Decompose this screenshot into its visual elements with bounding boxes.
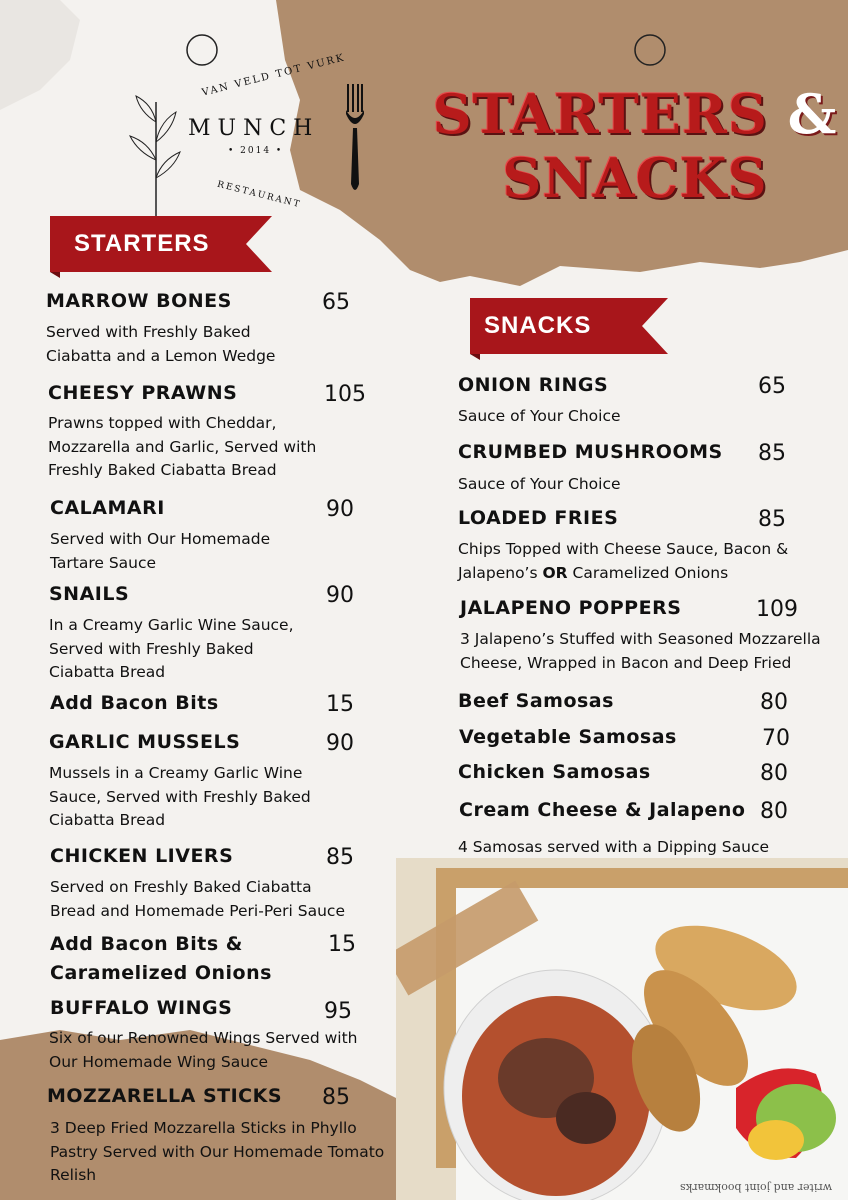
- menu-item-price: 95: [324, 999, 352, 1024]
- menu-item-desc: Chips Topped with Cheese Sauce, Bacon & Jalapeno’s OR Caramelized Onions: [458, 540, 789, 582]
- starters-ribbon: [46, 216, 276, 272]
- menu-item-price: 85: [758, 507, 786, 532]
- menu-item-price: 70: [762, 726, 790, 751]
- menu-item-price: 80: [760, 799, 788, 824]
- menu-item-desc: In a Creamy Garlic Wine Sauce, Served with Freshly Baked Ciabatta Bread: [49, 616, 294, 681]
- menu-item-name: LOADED FRIES: [458, 507, 619, 529]
- food-photo-illustration: [396, 858, 848, 1200]
- menu-item-name: MOZZARELLA STICKS: [47, 1085, 283, 1107]
- snacks-heading: SNACKS: [484, 312, 592, 339]
- menu-item-price: 90: [326, 583, 354, 608]
- menu-item-price: 80: [760, 690, 788, 715]
- menu-item-name: BUFFALO WINGS: [50, 997, 233, 1019]
- logo: [120, 30, 360, 220]
- page-title-line2: SNACKS: [502, 146, 768, 210]
- snacks-ribbon: [466, 298, 672, 354]
- photo-caption: writer and joint bookmarks: [679, 1181, 832, 1194]
- menu-item-desc: Sauce of Your Choice: [458, 475, 621, 493]
- menu-item-name: Add Bacon Bits & Caramelized Onions: [50, 933, 272, 984]
- starters-heading: STARTERS: [74, 230, 210, 257]
- menu-item-name: CHICKEN LIVERS: [50, 845, 234, 867]
- menu-item-desc: Sauce of Your Choice: [458, 407, 621, 425]
- samosa-note: 4 Samosas served with a Dipping Sauce: [458, 838, 770, 856]
- menu-item-name: ONION RINGS: [458, 374, 609, 396]
- menu-item-desc: 3 Jalapeno’s Stuffed with Seasoned Mozzarella Cheese, Wrapped in Bacon and Deep Fried: [460, 630, 821, 672]
- menu-item-desc: Served with Freshly Baked Ciabatta and a Lemon Wedge: [46, 323, 276, 365]
- menu-item-desc: Served on Freshly Baked Ciabatta Bread and Homemade Peri-Peri Sauce: [50, 878, 345, 920]
- menu-item-desc: Prawns topped with Cheddar, Mozzarella and Garlic, Served with Freshly Baked Ciabatta Bread: [48, 414, 317, 479]
- menu-item-price: 80: [760, 761, 788, 786]
- menu-item-price: 15: [328, 932, 356, 957]
- menu-item-price: 85: [758, 441, 786, 466]
- menu-item-name: CRUMBED MUSHROOMS: [458, 441, 723, 463]
- menu-item-desc: Served with Our Homemade Tartare Sauce: [50, 530, 271, 572]
- title-circle-icon: [632, 32, 668, 68]
- menu-item-name: SNAILS: [49, 583, 130, 605]
- menu-item-desc: Six of our Renowned Wings Served with Our Homemade Wing Sauce: [49, 1029, 358, 1071]
- menu-item-price: 90: [326, 731, 354, 756]
- menu-item-price: 105: [324, 382, 366, 407]
- menu-item-name: JALAPENO POPPERS: [460, 597, 682, 619]
- menu-item-name: Beef Samosas: [458, 690, 614, 712]
- menu-item-name: Chicken Samosas: [458, 761, 651, 783]
- brand-tagline-top: VAN VELD TOT VURK: [200, 52, 347, 99]
- food-photo: [396, 858, 848, 1200]
- menu-item-price: 85: [322, 1085, 350, 1110]
- brand-tagline-bottom: RESTAURANT: [216, 179, 303, 211]
- menu-item-name: MARROW BONES: [46, 290, 232, 312]
- page-title-line1: STARTERS &: [432, 82, 838, 146]
- menu-item-name: GARLIC MUSSELS: [49, 731, 241, 753]
- menu-item-price: 90: [326, 497, 354, 522]
- logo-circle-icon: [184, 32, 220, 68]
- menu-item-name: CALAMARI: [50, 497, 165, 519]
- title-ampersand: &: [787, 82, 838, 146]
- menu-item-desc: 3 Deep Fried Mozzarella Sticks in Phyllo Pastry Served with Our Homemade Tomato Relish: [50, 1119, 385, 1184]
- menu-item-name: Cream Cheese & Jalapeno: [459, 799, 746, 821]
- menu-item-price: 85: [326, 845, 354, 870]
- brand-name: MUNCH: [188, 116, 320, 141]
- menu-item-name: CHEESY PRAWNS: [48, 382, 238, 404]
- menu-item-price: 65: [758, 374, 786, 399]
- menu-item-price: 15: [326, 692, 354, 717]
- menu-item-desc: Mussels in a Creamy Garlic Wine Sauce, Served with Freshly Baked Ciabatta Bread: [49, 764, 311, 829]
- menu-item-price: 109: [756, 597, 798, 622]
- menu-item-price: 65: [322, 290, 350, 315]
- menu-item-name: Add Bacon Bits: [50, 692, 219, 714]
- fork-icon: [344, 84, 366, 196]
- brand-year: • 2014 •: [228, 146, 284, 156]
- menu-item-name: Vegetable Samosas: [459, 726, 677, 748]
- olive-branch-icon: [122, 82, 182, 222]
